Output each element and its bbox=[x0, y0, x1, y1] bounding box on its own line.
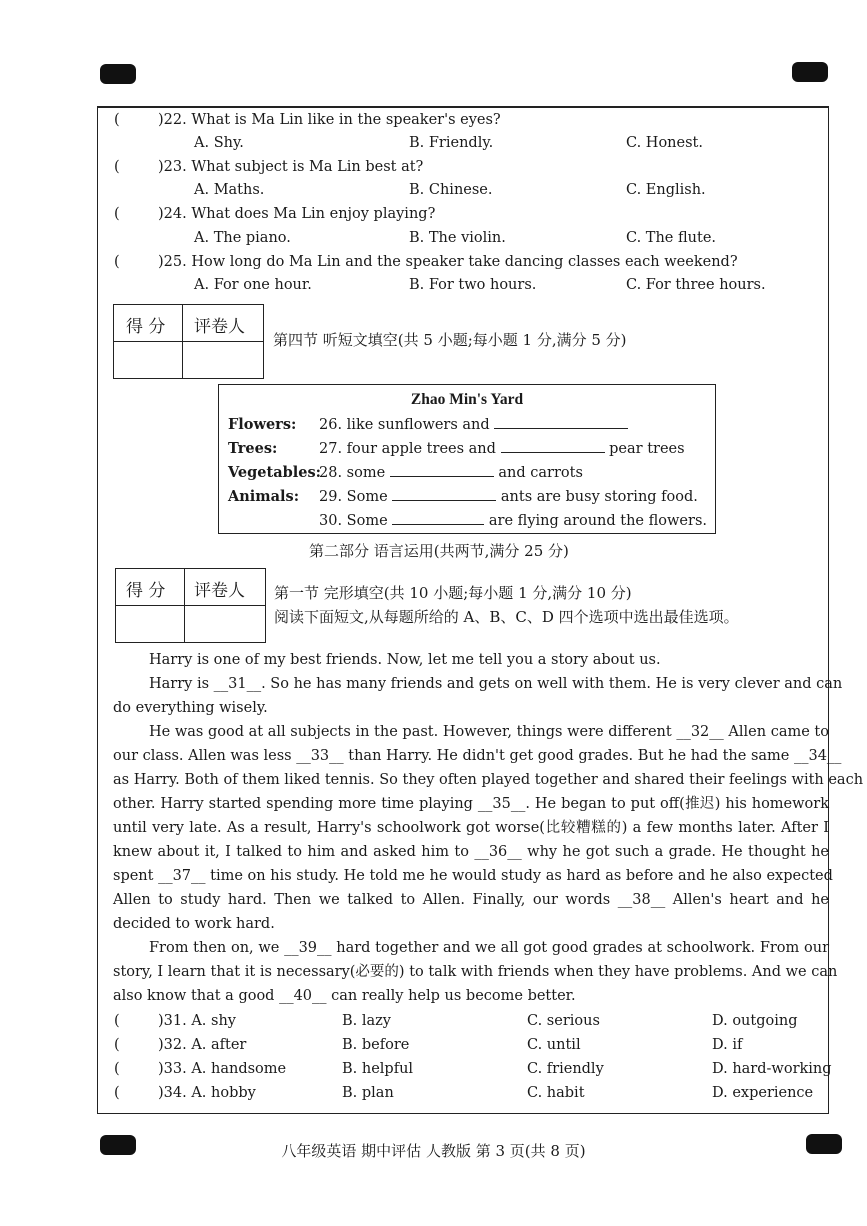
answer-blank-30[interactable] bbox=[392, 511, 484, 525]
grader-entry[interactable] bbox=[188, 609, 262, 639]
yard-row-28 bbox=[319, 463, 583, 481]
question-24 bbox=[0, 206, 867, 228]
item-number: 28. bbox=[319, 465, 343, 481]
section4-heading: 第四节 听短文填空(共 5 小题;每小题 1 分,满分 5 分) bbox=[273, 331, 627, 349]
cloze-question-34 bbox=[0, 1085, 867, 1107]
option-d: D. outgoing bbox=[712, 1013, 798, 1029]
score-label: 得 分 bbox=[126, 581, 166, 601]
item-number: 26. bbox=[319, 417, 343, 433]
item-text: some bbox=[346, 465, 386, 481]
answer-paren[interactable]: ( bbox=[114, 112, 120, 128]
passage-line: until very late. As a result, Harry's schoolwork got worse(比较糟糕的) a few months later. After I bbox=[113, 820, 829, 836]
option-b: B. Chinese. bbox=[409, 182, 493, 198]
option-d: D. hard-working bbox=[712, 1061, 832, 1077]
yard-label-vegetables: Vegetables: bbox=[228, 464, 321, 481]
question-stem: )25. How long do Ma Lin and the speaker take dancing classes each weekend? bbox=[158, 254, 738, 270]
question-23-options bbox=[0, 182, 867, 204]
option-b: B. Friendly. bbox=[409, 135, 494, 151]
passage-line: From then on, we __39__ hard together and we all got good grades at schoolwork. From our bbox=[149, 940, 829, 956]
option-c: C. until bbox=[527, 1037, 581, 1053]
option-d: D. if bbox=[712, 1037, 743, 1053]
yard-row-30 bbox=[319, 511, 707, 529]
option-b: B. plan bbox=[342, 1085, 394, 1101]
passage-line: also know that a good __40__ can really help us become better. bbox=[113, 988, 576, 1004]
item-text: four apple trees and bbox=[346, 441, 496, 457]
item-text-after: and carrots bbox=[498, 465, 583, 481]
answer-blank-27[interactable] bbox=[501, 439, 605, 453]
yard-title: Zhao Min's Yard bbox=[410, 391, 524, 408]
answer-paren[interactable]: ( bbox=[114, 1037, 120, 1053]
cloze-question-32 bbox=[0, 1037, 867, 1059]
passage-line: our class. Allen was less __33__ than Harry. He didn't get good grades. But he had the same __34__ bbox=[113, 748, 842, 764]
item-number: 27. bbox=[319, 441, 343, 457]
question-25-options bbox=[0, 277, 867, 299]
cloze-passage bbox=[113, 648, 864, 1008]
yard-row-29 bbox=[319, 487, 698, 505]
option-a: )34. A. hobby bbox=[158, 1085, 256, 1101]
cloze-question-33 bbox=[0, 1061, 867, 1083]
question-22-options bbox=[0, 135, 867, 157]
item-text-after: ants are busy storing food. bbox=[500, 489, 698, 505]
passage-line: Harry is __31__. So he has many friends and gets on well with them. He is very clever and can bbox=[149, 676, 843, 692]
answer-paren[interactable]: ( bbox=[114, 159, 120, 175]
passage-line: Allen to study hard. Then we talked to Allen. Finally, our words __38__ Allen's heart and he bbox=[113, 892, 829, 908]
yard-label-flowers: Flowers: bbox=[228, 416, 297, 433]
yard-row-26 bbox=[319, 415, 628, 433]
option-b: B. before bbox=[342, 1037, 410, 1053]
option-b: B. helpful bbox=[342, 1061, 414, 1077]
answer-paren[interactable]: ( bbox=[114, 1061, 120, 1077]
item-text-after: pear trees bbox=[609, 441, 685, 457]
score-entry[interactable] bbox=[118, 609, 182, 639]
page-footer: 八年级英语 期中评估 人教版 第 3 页(共 8 页) bbox=[281, 1142, 586, 1160]
cloze-question-31 bbox=[0, 1013, 867, 1035]
answer-paren[interactable]: ( bbox=[114, 1013, 120, 1029]
option-c: C. Honest. bbox=[626, 135, 703, 151]
answer-paren[interactable]: ( bbox=[114, 206, 120, 222]
question-stem: )22. What is Ma Lin like in the speaker's eyes? bbox=[158, 112, 501, 128]
answer-paren[interactable]: ( bbox=[114, 254, 120, 270]
option-a: A. For one hour. bbox=[194, 277, 312, 293]
item-text: Some bbox=[346, 513, 388, 529]
grader-label: 评卷人 bbox=[194, 317, 245, 337]
cloze-heading: 第一节 完形填空(共 10 小题;每小题 1 分,满分 10 分) bbox=[274, 584, 632, 602]
passage-line: spent __37__ time on his study. He told me he would study as hard as before and he also expected bbox=[113, 868, 833, 884]
passage-line: as Harry. Both of them liked tennis. So they often played together and shared their feelings with each bbox=[113, 772, 864, 788]
answer-paren[interactable]: ( bbox=[114, 1085, 120, 1101]
part2-heading: 第二部分 语言运用(共两节,满分 25 分) bbox=[309, 542, 569, 560]
passage-line: other. Harry started spending more time playing __35__. He began to put off(推迟) his homework bbox=[113, 796, 829, 812]
item-text-after: are flying around the flowers. bbox=[488, 513, 707, 529]
passage-line: story, I learn that it is necessary(必要的) to talk with friends when they have problems. And we can bbox=[113, 964, 838, 980]
question-stem: )24. What does Ma Lin enjoy playing? bbox=[158, 206, 436, 222]
score-entry[interactable] bbox=[116, 345, 180, 375]
option-c: C. habit bbox=[527, 1085, 585, 1101]
option-a: A. Shy. bbox=[194, 135, 244, 151]
score-label: 得 分 bbox=[126, 317, 166, 337]
answer-blank-28[interactable] bbox=[390, 463, 494, 477]
option-c: C. English. bbox=[626, 182, 706, 198]
passage-line: He was good at all subjects in the past. However, things were different __32__ Allen came to bbox=[149, 724, 829, 740]
answer-blank-26[interactable] bbox=[494, 415, 628, 429]
item-text: like sunflowers and bbox=[346, 417, 490, 433]
item-number: 30. bbox=[319, 513, 343, 529]
passage-line: do everything wisely. bbox=[113, 700, 268, 716]
score-box-section4 bbox=[113, 304, 264, 379]
option-c: C. The flute. bbox=[626, 230, 717, 246]
yard-label-animals: Animals: bbox=[228, 488, 300, 505]
passage-line: knew about it, I talked to him and asked him to __36__ why he got such a grade. He thought he bbox=[113, 844, 829, 860]
passage-line: Harry is one of my best friends. Now, let me tell you a story about us. bbox=[149, 652, 661, 668]
option-b: B. The violin. bbox=[409, 230, 506, 246]
question-25 bbox=[0, 254, 867, 276]
option-a: )32. A. after bbox=[158, 1037, 247, 1053]
yard-label-trees: Trees: bbox=[228, 440, 278, 457]
registration-mark-top-left bbox=[100, 64, 136, 84]
grader-label: 评卷人 bbox=[194, 581, 245, 601]
score-box-cloze bbox=[115, 568, 266, 643]
option-b: B. For two hours. bbox=[409, 277, 537, 293]
item-number: 29. bbox=[319, 489, 343, 505]
option-a: )31. A. shy bbox=[158, 1013, 236, 1029]
question-stem: )23. What subject is Ma Lin best at? bbox=[158, 159, 424, 175]
option-c: C. For three hours. bbox=[626, 277, 766, 293]
option-d: D. experience bbox=[712, 1085, 814, 1101]
yard-row-27 bbox=[319, 439, 685, 457]
registration-mark-top-right bbox=[792, 62, 828, 82]
cloze-instruction: 阅读下面短文,从每题所给的 A、B、C、D 四个选项中选出最佳选项。 bbox=[274, 608, 739, 626]
question-23 bbox=[0, 159, 867, 181]
grader-entry[interactable] bbox=[186, 345, 260, 375]
question-22 bbox=[0, 112, 867, 134]
item-text: Some bbox=[346, 489, 388, 505]
answer-blank-29[interactable] bbox=[392, 487, 496, 501]
option-c: C. friendly bbox=[527, 1061, 604, 1077]
option-c: C. serious bbox=[527, 1013, 600, 1029]
option-b: B. lazy bbox=[342, 1013, 391, 1029]
option-a: A. Maths. bbox=[194, 182, 265, 198]
option-a: )33. A. handsome bbox=[158, 1061, 287, 1077]
question-24-options bbox=[0, 230, 867, 252]
option-a: A. The piano. bbox=[194, 230, 291, 246]
passage-line: decided to work hard. bbox=[113, 916, 275, 932]
